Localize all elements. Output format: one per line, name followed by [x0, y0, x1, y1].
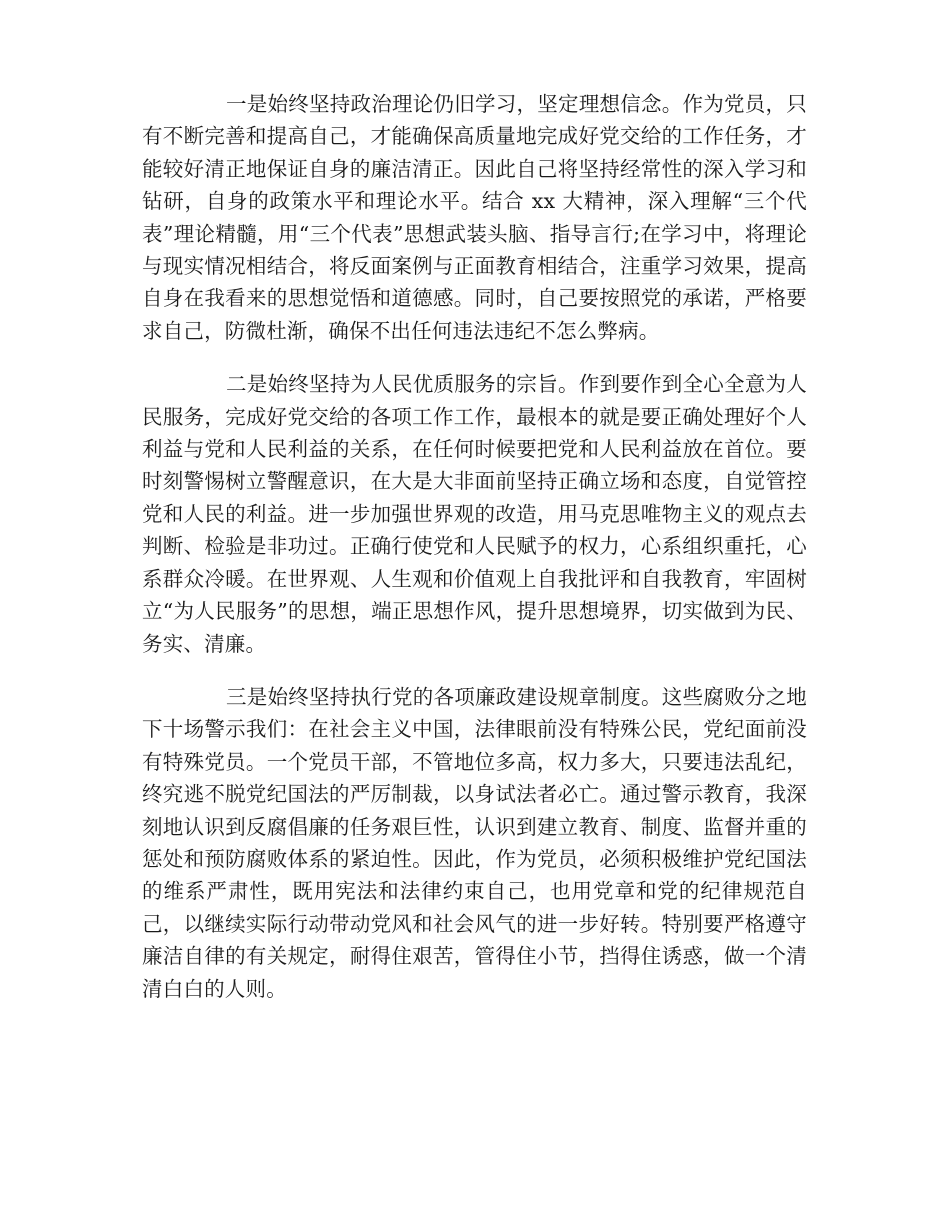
paragraph-2: 二是始终坚持为人民优质服务的宗旨。作到要作到全心全意为人民服务，完成好党交给的各项工作工作，最根本的就是要正确处理好个人利益与党和人民利益的关系，在任何时候要把党和人民利益放在首位。要时刻警惕树立警醒意识，在大是大非面前坚持正确立场和态度，自觉管控党和人民的利益。进一步加强世界观的改造，用马克思唯物主义的观点去判断、检验是非功过。正确行使党和人民赋予的权力，心系组织重托，心系群众冷暖。在世界观、人生观和价值观上自我批评和自我教育，牢固树立“为人民服务”的思想，端正思想作风，提升思想境界，切实做到为民、务实、清廉。: [142, 372, 807, 656]
paragraph-1: 一是始终坚持政治理论仍旧学习，坚定理想信念。作为党员，只有不断完善和提高自己，才能确保高质量地完成好党交给的工作任务，才能较好清正地保证自身的廉洁清正。因此自己将坚持经常性的深入学习和钻研，自身的政策水平和理论水平。结合 xx 大精神，深入理解“三个代表”理论精髓，用“三个代表”思想武装头脑、指导言行;在学习中，将理论与现实情况相结合，将反面案例与正面教育相结合，注重学习效果，提高自身在我看来的思想觉悟和道德感。同时，自己要按照党的承诺，严格要求自己，防微杜渐，确保不出任何违法违纪不怎么弊病。: [142, 92, 807, 343]
paragraph-3: 三是始终坚持执行党的各项廉政建设规章制度。这些腐败分之地下十场警示我们：在社会主义中国，法律眼前没有特殊公民，党纪面前没有特殊党员。一个党员干部，不管地位多高，权力多大，只要违法乱纪，终究逃不脱党纪国法的严厉制裁，以身试法者必亡。通过警示教育，我深刻地认识到反腐倡廉的任务艰巨性，认识到建立教育、制度、监督并重的惩处和预防腐败体系的紧迫性。因此，作为党员，必须积极维护党纪国法的维系严肃性，既用宪法和法律约束自己，也用党章和党的纪律规范自己，以继续实际行动带动党风和社会风气的进一步好转。特别要严格遵守廉洁自律的有关规定，耐得住艰苦，管得住小节，挡得住诱惑，做一个清清白白的人则。: [142, 684, 807, 1001]
document-body: [142, 88, 807, 1026]
